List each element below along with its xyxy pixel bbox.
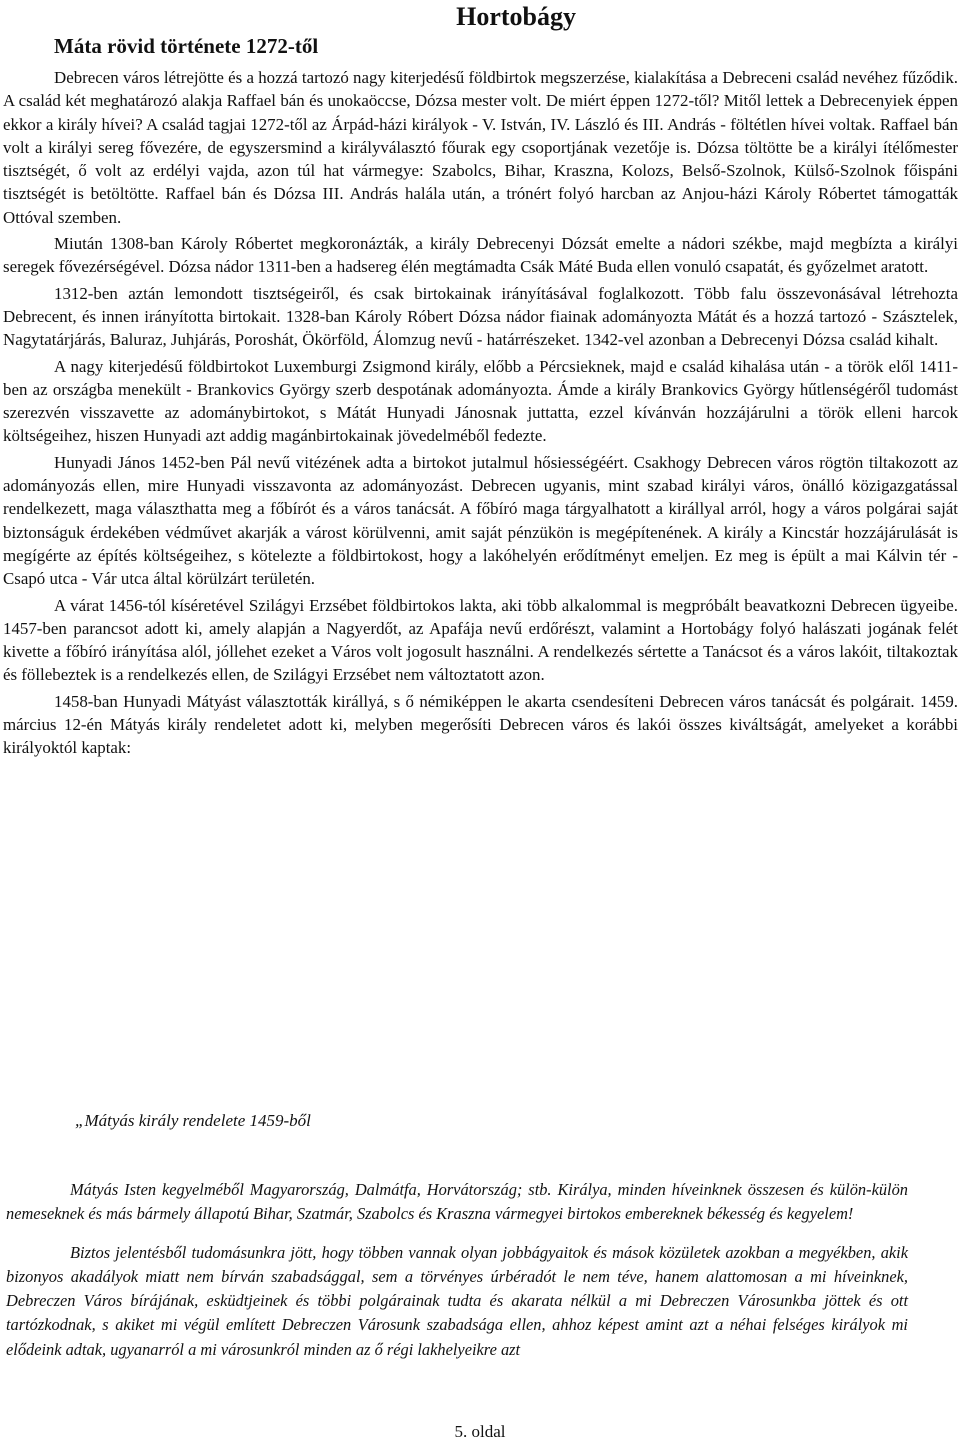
paragraph: Hunyadi János 1452-ben Pál nevű vitézének adta a birtokot jutalmul hősiességéért. Csakhogy Debrecen város rögtön tiltakozott az adományozás ellen, mire Hunyadi visszavonta az adományozást. Debrecen ugyanis, mint szabad királyi város, önálló közigazgatással rendelkezett, maga választhatta meg a főbírót és a város tanácsát. A főbíró maga tárgyalhatott a királlyal arról, hogy a város polgárai saját biztonságuk érdekében védművet akarják a várost körülvenni, amit saját pénzükön is megépítenének. A király a Kincstár hozzájárulását is megígérte az építés költségeihez, s kötelezte a földbirtokost, hogy a lakóhelyén erődítményt emeljen. Ez meg is épült a mai Kálvin tér - Csapó utca - Vár utca által körülzárt területén. [3,452,958,589]
page-number: 5. oldal [454,1422,506,1441]
paragraph: A nagy kiterjedésű földbirtokot Luxemburgi Zsigmond király, előbb a Pércsieknek, majd e család kihalása után - a török elől 1411-ben az országba menekült - Brankovics György szerb despotának adományozta. Ámde a király Brankovics György hűtlenségéről tudomást szerezvén visszavette az adománybirtokot, s Mátát Hunyadi Jánosnak juttatta, ezzel kívánván hozzájárulni a török elleni harcok költségeihez, hiszen Hunyadi azt addig magánbirtokainak jövedelméből fedezte. [3,356,958,446]
charter-text [6,1178,908,1376]
charter-heading: „Mátyás király rendelete 1459-ből [75,1111,311,1130]
paragraph: 1312-ben aztán lemondott tisztségeiről, és csak birtokainak irányításával foglalkozott. Több falu összevonásával létrehozta Debrecent, és innen irányította birtokait. 1328-ban Károly Róbert Dózsa nádor fiainak adományozta Mátát és a hozzá tartozó - Szásztelek, Nagytatárjárás, Baluraz, Juhjárás, Poroshát, Ökörföld, Álomzug nevű - határrészeket. 1342-vel azonban a Debrecenyi Dózsa család kihalt. [3,283,958,350]
paragraph: Miután 1308-ban Károly Róbertet megkoronázták, a király Debrecenyi Dózsát emelte a nádori székbe, majd megbízta a királyi seregek fővezérségével. Dózsa nádor 1311-ben a hadsereg élén megtámadta Csák Máté Buda ellen vonuló csapatát, és győzelmet aratott. [3,234,958,277]
paragraph: A várat 1456-tól kíséretével Szilágyi Erzsébet földbirtokos lakta, aki több alkalommal is megpróbált beavatkozni Debrecen ügyeibe. 1457-ben parancsot adott ki, amely alapján a Nagyerdőt, az Apafája nevű erdőrészt, valamint a Hortobágy folyó halászati jogának felét kivette a főbíró irányítása alól, jóllehet ezeket a Város volt jogosult használni. A rendelkezés sértette a Tanácsot és a város lakóit, tiltakoztak és föllebeztek is a rendelkezés ellen, de Szilágyi Erzsébet nem változtatott azon. [3,595,958,685]
charter-paragraph: Mátyás Isten kegyelméből Magyarország, Dalmátfa, Horvátország; stb. Királya, minden híveinknek összesen és külön-külön nemeseknek és más bármely állapotú Bihar, Szatmár, Szabolcs és Kraszna vármegyei birtokos embereknek békesség és kegyelem! [6,1180,908,1224]
paragraph: 1458-ban Hunyadi Mátyást választották királlyá, s ő némiképpen le akarta csendesíteni Debrecen város tanácsát és polgárait. 1459. március 12-én Mátyás király rendeletet adott ki, melyben megerősíti Debrecen város és lakói összes kiváltságát, amelyeket a korábbi királyoktól kaptak: [3,691,958,758]
paragraph: Debrecen város létrejötte és a hozzá tartozó nagy kiterjedésű földbirtok megszerzése, kialakítása a Debreceni család nevéhez fűződik. A család két meghatározó alakja Raffael bán és unokaöccse, Dózsa mester volt. De miért éppen 1272-től? Mitől lettek a Debrecenyiek éppen ekkor a király hívei? A család tagjai 1272-től az Árpád-házi királyok - V. István, IV. László és III. András - föltétlen hívei voltak. Raffael bán volt a királyi sereg fővezére, de egyszersmind a királyválasztó főurak egy csoportjának vezetője is. Dózsa töltötte be a királyi ítélőmester tisztségét, ő volt az erdélyi vajda, azon túl hat vármegye: Szabolcs, Bihar, Kraszna, Kolozs, Belső-Szolnok, Külső-Szolnok főispáni tisztségét is betöltötte. Raffael bán és Dózsa III. András halála után, a trónért folyó harcban az Anjou-házi Károly Róbertet támogatták Ottóval szemben. [3,68,958,227]
document-body [3,66,958,763]
section-title: Máta rövid története 1272-től [54,34,319,58]
charter-paragraph: Biztos jelentésből tudomásunkra jött, hogy többen vannak olyan jobbágyaitok és mások közületek azokban a megyékben, akik bizonyos akadályok miatt nem bírván szabadsággal, sem a törvényes úrbéradót le nem téve, hanem alattomosan a mi híveinknek, Debreczen Város bírájának, esküdtjeinek és többi polgárainak tudta és akarata nélkül a mi Debreczen Városunkba jöttek és ott tartózkodnak, s akiket mi végül említett Debreczen Városunk szabadsága ellen, ahhoz képest amint azt a néhai felséges királyok mi elődeink adtak, ugyanarról a mi városunkról minden az ő régi lakhelyeikre azt [6,1242,908,1359]
header-title: Hortobágy [456,2,576,31]
